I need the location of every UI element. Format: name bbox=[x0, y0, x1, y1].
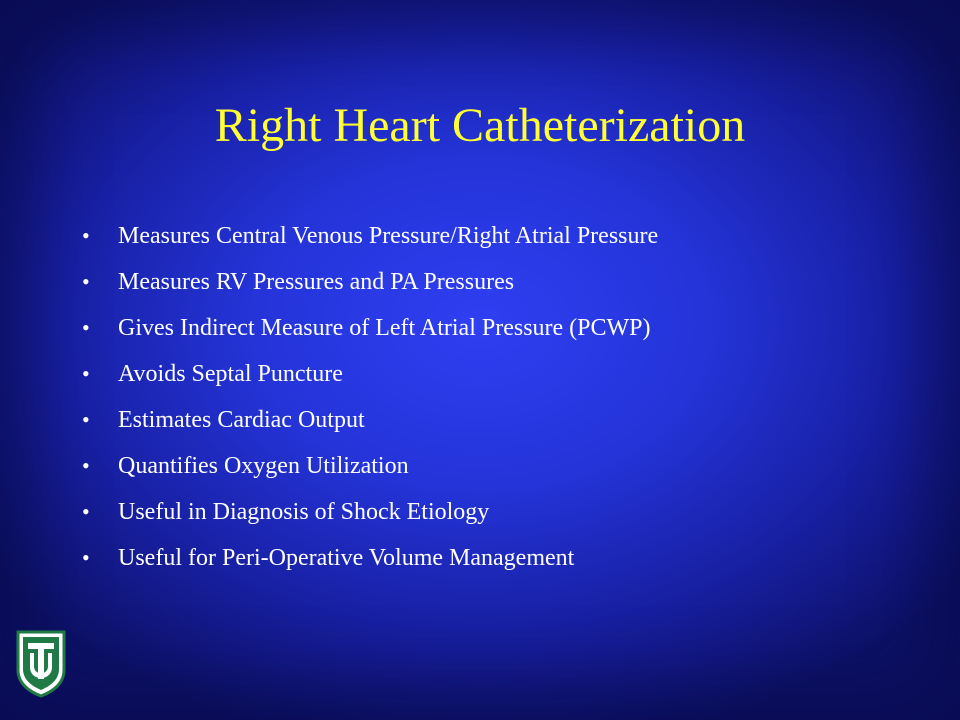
bullet-text: Useful in Diagnosis of Shock Etiology bbox=[118, 499, 490, 525]
bullet-icon: • bbox=[82, 361, 90, 386]
shield-logo-icon bbox=[16, 630, 66, 698]
bullet-icon: • bbox=[82, 545, 90, 570]
bullet-text: Measures Central Venous Pressure/Right Atrial Pressure bbox=[118, 223, 659, 249]
bullet-item bbox=[82, 538, 902, 584]
bullet-item bbox=[82, 308, 902, 354]
bullet-item bbox=[82, 354, 902, 400]
bullet-text: Useful for Peri-Operative Volume Management bbox=[118, 545, 575, 571]
slide-title: Right Heart Catheterization bbox=[214, 99, 746, 152]
bullet-text: Gives Indirect Measure of Left Atrial Pressure (PCWP) bbox=[118, 315, 651, 341]
bullet-icon: • bbox=[82, 223, 90, 248]
bullet-item bbox=[82, 216, 902, 262]
bullet-icon: • bbox=[82, 453, 90, 478]
bullet-text: Avoids Septal Puncture bbox=[118, 361, 343, 387]
bullet-icon: • bbox=[82, 499, 90, 524]
bullet-item bbox=[82, 446, 902, 492]
bullet-icon: • bbox=[82, 407, 90, 432]
bullet-text: Measures RV Pressures and PA Pressures bbox=[118, 269, 515, 295]
bullet-list bbox=[82, 216, 902, 584]
bullet-item bbox=[82, 492, 902, 538]
bullet-icon: • bbox=[82, 269, 90, 294]
bullet-text: Quantifies Oxygen Utilization bbox=[118, 453, 409, 479]
bullet-item bbox=[82, 400, 902, 446]
bullet-icon: • bbox=[82, 315, 90, 340]
bullet-text: Estimates Cardiac Output bbox=[118, 407, 365, 433]
bullet-item bbox=[82, 262, 902, 308]
